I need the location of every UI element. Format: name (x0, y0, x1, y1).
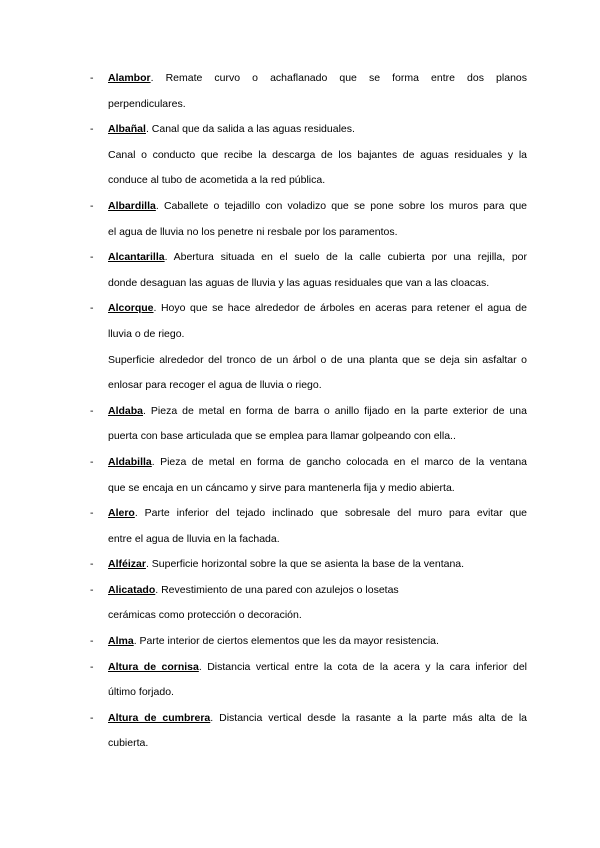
bullet-dash: - (90, 455, 94, 468)
entry-first-line (108, 706, 527, 732)
glossary-term: Alcorque (108, 302, 154, 315)
definition-text: . Pieza de metal en forma de barra o anillo fijado en la parte exterior de una (143, 404, 527, 417)
glossary-term: Aldabilla (108, 455, 152, 468)
definition-line: enlosar para recoger el agua de lluvia o riego. (108, 379, 322, 392)
entry-first-line (108, 450, 527, 476)
bullet-dash: - (90, 404, 94, 417)
definition-text: . Pieza de metal en forma de gancho colocada en el marco de la ventana (151, 455, 527, 468)
bullet-dash: - (90, 711, 94, 724)
glossary-list (0, 66, 600, 757)
glossary-entry (0, 552, 600, 578)
entry-first-line (108, 117, 527, 143)
definition-text: . Remate curvo o achaflanado que se forma entre dos planos (150, 72, 527, 84)
entry-first-line (108, 296, 527, 322)
glossary-entry (0, 655, 600, 706)
bullet-dash: - (90, 251, 94, 264)
glossary-entry (0, 629, 600, 655)
definition-line: puerta con base articulada que se emplea para llamar golpeando con ella.. (108, 430, 456, 443)
glossary-term: Alma (108, 635, 134, 648)
glossary-term: Alféizar (108, 558, 146, 571)
glossary-entry (0, 399, 600, 450)
bullet-dash: - (90, 635, 94, 648)
definition-line: donde desaguan las aguas de lluvia y las aguas residuales que van a las cloacas. (108, 276, 490, 289)
glossary-term: Altura de cumbrera (108, 711, 211, 724)
bullet-dash: - (90, 302, 94, 315)
glossary-entry (0, 296, 600, 398)
glossary-entry (0, 706, 600, 757)
glossary-entry (0, 66, 600, 117)
entry-first-line (108, 655, 527, 681)
glossary-term: Albardilla (108, 199, 156, 212)
entry-first-line (108, 552, 527, 578)
glossary-entry (0, 501, 600, 552)
bullet-dash: - (90, 583, 94, 596)
definition-text: . Canal que da salida a las aguas residuales. (145, 123, 355, 136)
entry-first-line (108, 194, 527, 220)
definition-text: . Caballete o tejadillo con voladizo que se pone sobre los muros para que (155, 199, 527, 212)
definition-line: último forjado. (108, 686, 174, 699)
entry-first-line (108, 66, 527, 92)
definition-line: cubierta. (108, 737, 149, 750)
glossary-entry (0, 450, 600, 501)
definition-text: . Distancia vertical desde la rasante a la parte más alta de la (210, 711, 527, 724)
entry-first-line (108, 245, 527, 271)
definition-text: . Parte inferior del tejado inclinado que sobresale del muro para evitar que (134, 507, 527, 520)
bullet-dash: - (90, 123, 94, 136)
bullet-dash: - (90, 72, 94, 84)
definition-text: . Hoyo que se hace alrededor de árboles en aceras para retener el agua de (153, 302, 527, 315)
definition-line: Canal o conducto que recibe la descarga de los bajantes de aguas residuales y la (108, 148, 527, 161)
bullet-dash: - (90, 660, 94, 673)
definition-text: . Superficie horizontal sobre la que se asienta la base de la ventana. (145, 558, 465, 571)
glossary-term: Alicatado (108, 583, 156, 596)
glossary-entry (0, 245, 600, 296)
glossary-term: Aldaba (108, 404, 144, 417)
glossary-term: Albañal (108, 123, 146, 136)
bullet-dash: - (90, 199, 94, 212)
definition-line: lluvia o de riego. (108, 327, 185, 340)
entry-first-line (108, 629, 527, 655)
definition-line: conduce al tubo de acometida a la red pública. (108, 174, 326, 187)
bullet-dash: - (90, 558, 94, 571)
definition-line: Superficie alrededor del tronco de un árbol o de una planta que se deja sin asfaltar o (108, 353, 527, 366)
glossary-entry (0, 194, 600, 245)
glossary-entry (0, 578, 600, 629)
definition-text: . Distancia vertical entre la cota de la acera y la cara inferior del (198, 660, 527, 673)
definition-line: entre el agua de lluvia en la fachada. (108, 532, 280, 545)
bullet-dash: - (90, 507, 94, 520)
glossary-term: Alero (108, 507, 135, 520)
definition-line: que se encaja en un cáncamo y sirve para mantenerla fija y medio abierta. (108, 481, 455, 494)
entry-first-line (108, 399, 527, 425)
definition-text: . Abertura situada en el suelo de la calle cubierta por una rejilla, por (164, 251, 527, 264)
definition-text: . Parte interior de ciertos elementos que les da mayor resistencia. (133, 635, 439, 648)
glossary-term: Alcantarilla (108, 251, 165, 264)
definition-text: . Revestimiento de una pared con azulejos o losetas (155, 583, 399, 596)
definition-line: el agua de lluvia no los penetre ni resbale por los paramentos. (108, 225, 398, 238)
glossary-entry (0, 117, 600, 194)
entry-first-line (108, 501, 527, 527)
glossary-term: Alambor (108, 72, 151, 84)
definition-line: perpendiculares. (108, 97, 186, 110)
definition-line: cerámicas como protección o decoración. (108, 609, 302, 622)
entry-first-line (108, 578, 527, 604)
glossary-term: Altura de cornisa (108, 660, 199, 673)
